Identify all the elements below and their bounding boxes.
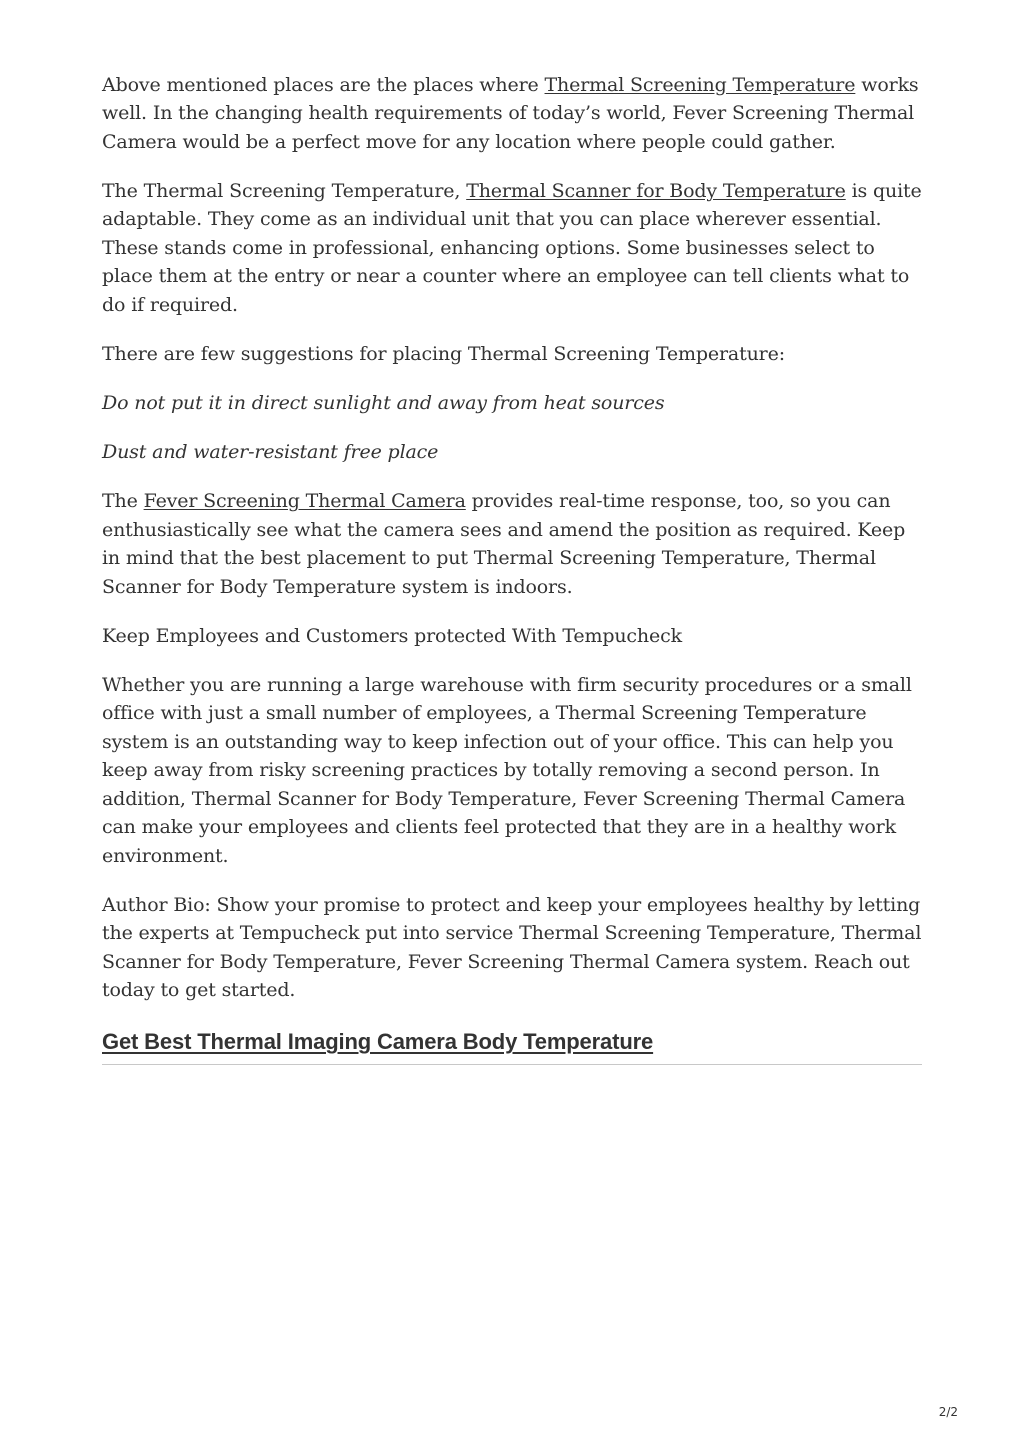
article-body	[102, 71, 922, 1065]
get-best-thermal-camera-link[interactable]: Get Best Thermal Imaging Camera Body Temperature	[102, 1029, 654, 1055]
paragraph-text: is quite adaptable. They come as an individual unit that you can place wherever essential. These stands come in professional, enhancing options. Some businesses select to place them at the entry or near a counter where an employee can tell clients what to do if required.	[102, 180, 922, 316]
section-heading	[102, 1028, 922, 1065]
paragraph-adaptable	[102, 177, 922, 319]
thermal-screening-temperature-link[interactable]: Thermal Screening Temperature	[544, 74, 856, 96]
paragraph-text: provides real-time response, too, so you can enthusiastically see what the camera sees and amend the position as required. Keep in mind that the best placement to put Thermal Screening Temperature, Thermal Scanner for Body Temperature system is indoors.	[102, 490, 906, 598]
suggestion-sunlight	[102, 389, 922, 417]
paragraph-text: The	[102, 490, 144, 513]
page-number: 2/2	[938, 1405, 958, 1419]
paragraph-warehouse: Whether you are running a large warehouse with firm security procedures or a small office with just a small number of employees, a Thermal Screening Temperature system is an outstanding way to keep infection out of your office. This can help you keep away from risky screening practices by totally removing a second person. In addition, Thermal Scanner for Body Temperature, Fever Screening Thermal Camera can make your employees and clients feel protected that they are in a healthy work environment.	[102, 674, 912, 867]
paragraph-text: works well. In the changing health requirements of today’s world, Fever Screening Thermal Camera would be a perfect move for any location where people could gather.	[102, 74, 919, 153]
paragraph-text: The Thermal Screening Temperature,	[102, 180, 467, 203]
paragraph-text: Above mentioned places are the places where	[102, 74, 545, 96]
paragraph-author-bio: Author Bio: Show your promise to protect and keep your employees healthy by letting the experts at Tempucheck put into service Thermal Screening Temperature, Thermal Scanner for Body Temperature, Fever Screening Thermal Camera system. Reach out today to get started.	[102, 893, 922, 1001]
paragraph-places	[102, 71, 922, 156]
paragraph-real-time	[102, 487, 922, 601]
suggestion-text: Do not put it in direct sunlight and away from heat sources	[102, 392, 665, 415]
suggestion-text: Dust and water-resistant free place	[102, 441, 439, 464]
thermal-scanner-body-temperature-link[interactable]: Thermal Scanner for Body Temperature	[466, 180, 846, 203]
paragraph-suggestions: There are few suggestions for placing Thermal Screening Temperature:	[102, 342, 785, 365]
paragraph-keep-protected: Keep Employees and Customers protected With Tempucheck	[102, 624, 682, 647]
suggestion-dust	[102, 438, 922, 466]
fever-screening-thermal-camera-link[interactable]: Fever Screening Thermal Camera	[143, 490, 466, 513]
